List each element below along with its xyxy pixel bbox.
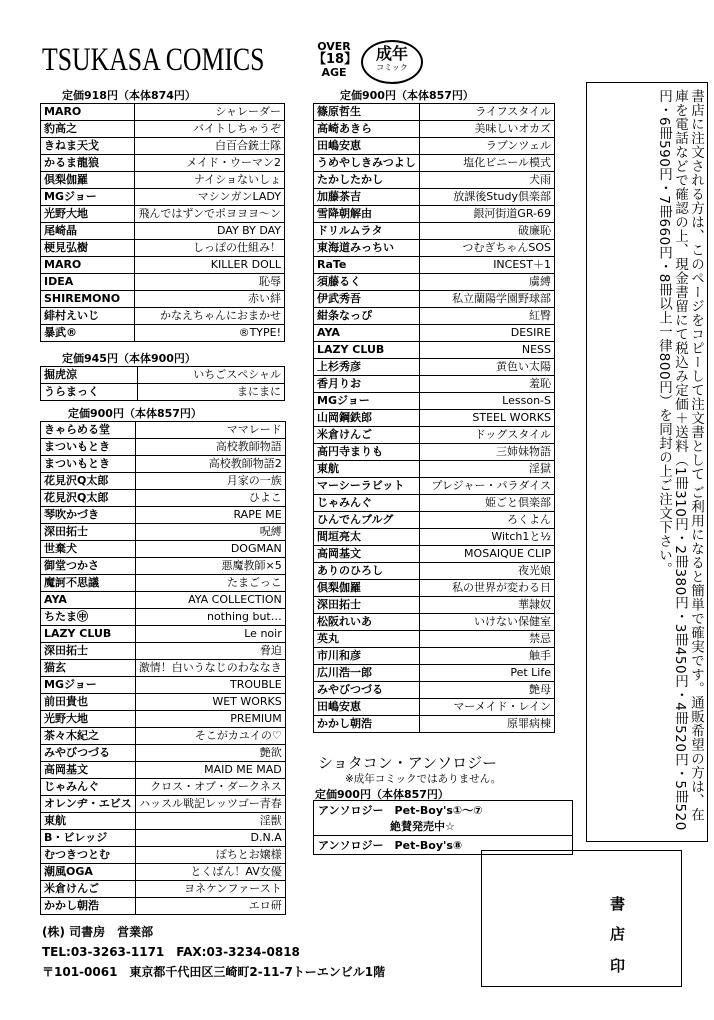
author-cell: 田嶋安恵 — [314, 699, 420, 716]
title-cell: ドッグスタイル — [419, 427, 554, 444]
book-row — [314, 427, 555, 444]
book-row — [314, 716, 555, 733]
author-cell: 雪降朝解由 — [314, 206, 420, 223]
book-row — [41, 575, 286, 592]
author-cell: 米倉けんご — [314, 427, 420, 444]
stamp-char: 店 — [610, 925, 626, 943]
book-row — [314, 597, 555, 614]
book-row — [314, 512, 555, 529]
author-cell: 米倉けんご — [41, 881, 136, 898]
book-row — [41, 206, 285, 223]
title-cell: 放課後Study倶楽部 — [419, 189, 554, 206]
author-cell: 梗見弘樹 — [41, 240, 135, 257]
book-row — [314, 138, 555, 155]
book-row — [314, 580, 555, 597]
age-label: AGE — [321, 66, 347, 79]
author-cell: LAZY CLUB — [314, 342, 420, 359]
book-row — [314, 665, 555, 682]
title-cell: かなえちゃんにおまかせ — [135, 308, 285, 325]
book-row — [41, 779, 286, 796]
title-cell: DAY BY DAY — [135, 223, 285, 240]
book-row — [314, 682, 555, 699]
title-cell: エロ研 — [135, 898, 285, 915]
book-row — [314, 104, 555, 121]
author-cell: 上杉秀彦 — [314, 359, 420, 376]
title-cell: WET WORKS — [135, 694, 285, 711]
book-row — [41, 541, 286, 558]
author-cell: 深田拓士 — [41, 524, 136, 541]
author-cell: 緋村えいじ — [41, 308, 135, 325]
book-row — [41, 847, 286, 864]
author-cell: みやびつづる — [41, 745, 136, 762]
author-cell: RaTe — [314, 257, 420, 274]
author-cell: 猫玄 — [41, 660, 136, 677]
book-row — [41, 291, 285, 308]
book-row — [41, 592, 286, 609]
title-cell: STEEL WORKS — [419, 410, 554, 427]
title-cell: 虜縛 — [419, 274, 554, 291]
author-cell: じゃみんぐ — [41, 779, 136, 796]
title-cell: 触手 — [419, 648, 554, 665]
book-row — [314, 444, 555, 461]
author-cell: B・ビレッジ — [41, 830, 136, 847]
section-price: 定価900円（本体857円） — [68, 407, 202, 420]
author-cell: 加藤茶吉 — [314, 189, 420, 206]
stamp-char: 印 — [610, 957, 626, 975]
title-cell: マシンガンLADY — [135, 189, 285, 206]
book-row — [41, 384, 285, 401]
section-price: 定価918円（本体874円） — [62, 89, 196, 102]
author-cell: 東航 — [314, 461, 420, 478]
author-cell: 豹高之 — [41, 121, 135, 138]
book-row — [41, 155, 285, 172]
publisher-name: (株) 司書房 営業部 — [42, 925, 154, 939]
book-row — [314, 478, 555, 495]
title-cell: 羞恥 — [419, 376, 554, 393]
author-cell: 倶梨伽羅 — [41, 172, 135, 189]
author-cell: 間垣亮太 — [314, 529, 420, 546]
title-cell: ®TYPE! — [135, 325, 285, 342]
title-cell: 高校教師物語 — [135, 439, 285, 456]
age-number: 【18】 — [313, 52, 358, 67]
anthology-status: 絶賛発売中☆ — [390, 820, 455, 833]
title-cell: INCEST＋1 — [419, 257, 554, 274]
book-row — [314, 206, 555, 223]
book-row — [41, 881, 286, 898]
author-cell: たかしたかし — [314, 172, 420, 189]
section-price: 定価900円（本体857円） — [340, 89, 474, 102]
title-cell: 脅迫 — [135, 643, 285, 660]
title-cell: たまごっこ — [135, 575, 285, 592]
title-cell: いけない保健室 — [419, 614, 554, 631]
author-cell: LAZY CLUB — [41, 626, 136, 643]
title-cell: Le noir — [135, 626, 285, 643]
book-row — [314, 121, 555, 138]
book-row — [314, 189, 555, 206]
book-row — [41, 308, 285, 325]
title-cell: 破廉恥 — [419, 223, 554, 240]
title-cell: 恥辱 — [135, 274, 285, 291]
book-row — [41, 813, 286, 830]
title-cell: ママレード — [135, 422, 285, 439]
author-cell: 尾崎晶 — [41, 223, 135, 240]
title-cell: ライフスタイル — [419, 104, 554, 121]
book-row — [314, 155, 555, 172]
author-cell: 田嶋安恵 — [314, 138, 420, 155]
book-row — [41, 864, 286, 881]
book-row — [314, 699, 555, 716]
book-row — [41, 274, 285, 291]
book-row — [41, 138, 285, 155]
comic-label: コミック — [376, 63, 408, 72]
book-table — [313, 103, 555, 733]
title-cell: NESS — [419, 342, 554, 359]
author-cell: ドリルムラタ — [314, 223, 420, 240]
book-row — [314, 393, 555, 410]
title-cell: シャレーダー — [135, 104, 285, 121]
title-cell: しっぽの仕組み！ — [135, 240, 285, 257]
bookstore-stamp-box — [481, 850, 682, 987]
author-cell: 光野大地 — [41, 206, 135, 223]
author-cell: MGジョー — [314, 393, 420, 410]
book-row — [314, 172, 555, 189]
title-cell: プレジャー・パラダイス — [419, 478, 554, 495]
anthology-series: アンソロジー Pet-Boy's①〜⑦ — [318, 804, 483, 817]
adult-comic-badge — [361, 40, 423, 84]
title-cell: ラブンツェル — [419, 138, 554, 155]
title-cell: 呪縛 — [135, 524, 285, 541]
author-cell: 紺条なっぴ — [314, 308, 420, 325]
author-cell: きゃらめる堂 — [41, 422, 136, 439]
title-cell: 犬雨 — [419, 172, 554, 189]
title-cell: 激情！白いうなじのわななき — [135, 660, 285, 677]
author-cell: 光野大地 — [41, 711, 136, 728]
title-cell: そこがカユイの♡ — [135, 728, 285, 745]
title-cell: 三姉妹物語 — [419, 444, 554, 461]
title-cell: ハッスル戦記レッツゴー青春 — [135, 796, 285, 813]
author-cell: 篠原哲生 — [314, 104, 420, 121]
author-cell: みやびつづる — [314, 682, 420, 699]
book-row — [41, 456, 286, 473]
title-cell: KILLER DOLL — [135, 257, 285, 274]
author-cell: 松阪れいあ — [314, 614, 420, 631]
title-cell: 華隷奴 — [419, 597, 554, 614]
title-cell: ろくよん — [419, 512, 554, 529]
book-row — [41, 422, 286, 439]
book-row — [41, 711, 286, 728]
author-cell: うらまっく — [41, 384, 138, 401]
title-cell: ヨネケンファースト — [135, 881, 285, 898]
author-cell: 高岡基文 — [41, 762, 136, 779]
author-cell: 山岡鋼鉄郎 — [314, 410, 420, 427]
author-cell: 市川和彦 — [314, 648, 420, 665]
author-cell: 東航 — [41, 813, 136, 830]
book-row — [41, 762, 286, 779]
book-row — [41, 189, 285, 206]
author-cell: 高岡基文 — [314, 546, 420, 563]
book-row — [41, 728, 286, 745]
author-cell: マーシーラビット — [314, 478, 420, 495]
title-cell: 紅臀 — [419, 308, 554, 325]
author-cell: 世棄犬 — [41, 541, 136, 558]
author-cell: 高円寺まりも — [314, 444, 420, 461]
title-cell: 禁忌 — [419, 631, 554, 648]
book-row — [41, 558, 286, 575]
book-row — [314, 325, 555, 342]
title-cell: PREMIUM — [135, 711, 285, 728]
author-cell: 香月りお — [314, 376, 420, 393]
author-cell: SHIREMONO — [41, 291, 135, 308]
title-cell: 艶母 — [419, 682, 554, 699]
title-cell: ひよこ — [135, 490, 285, 507]
title-cell: マーメイド・レイン — [419, 699, 554, 716]
book-row — [41, 796, 286, 813]
author-cell: AYA — [314, 325, 420, 342]
author-cell: 魔訶不思議 — [41, 575, 136, 592]
title-cell: AYA COLLECTION — [135, 592, 285, 609]
stamp-char: 書 — [610, 895, 626, 913]
author-cell: 茶々木紀之 — [41, 728, 136, 745]
book-row — [314, 308, 555, 325]
book-row — [314, 291, 555, 308]
title-cell: MAID ME MAD — [135, 762, 285, 779]
book-row — [314, 274, 555, 291]
author-cell: 倶梨伽羅 — [314, 580, 420, 597]
author-cell: 広川浩一郎 — [314, 665, 420, 682]
book-row — [314, 614, 555, 631]
author-cell: AYA — [41, 592, 136, 609]
book-row — [41, 660, 286, 677]
publisher-info — [42, 922, 385, 982]
title-cell: とくばん！AV女優 — [135, 864, 285, 881]
author-cell: 掘虎涼 — [41, 367, 138, 384]
book-row — [314, 563, 555, 580]
title-cell: 私立蘭陽学園野球部 — [419, 291, 554, 308]
title-cell: 飛んではずンでポヨヨヨ〜ン — [135, 206, 285, 223]
title-cell: 原罪病棟 — [419, 716, 554, 733]
title-cell: 美味しいオカズ — [419, 121, 554, 138]
title-cell: 銀河街道GR-69 — [419, 206, 554, 223]
author-cell: 琴吹かづき — [41, 507, 136, 524]
author-cell: 英丸 — [314, 631, 420, 648]
book-row — [41, 609, 286, 626]
author-cell: 前田貴也 — [41, 694, 136, 711]
title-cell: 淫獣 — [135, 813, 285, 830]
book-row — [41, 626, 286, 643]
author-cell: うめやしきみつよし — [314, 155, 420, 172]
book-row — [41, 257, 285, 274]
author-cell: きねま天戈 — [41, 138, 135, 155]
book-row — [41, 367, 285, 384]
book-row — [41, 745, 286, 762]
book-row — [41, 490, 286, 507]
title-cell: 白百合銃士隊 — [135, 138, 285, 155]
anthology-line — [314, 801, 572, 836]
title-cell: RAPE ME — [135, 507, 285, 524]
title-cell: 悪魔教師×5 — [135, 558, 285, 575]
anthology-note: ※成年コミックではありません。 — [345, 773, 502, 785]
book-row — [41, 325, 285, 342]
author-cell: 伊武秀吾 — [314, 291, 420, 308]
book-row — [314, 342, 555, 359]
book-row — [314, 461, 555, 478]
book-row — [314, 359, 555, 376]
book-row — [314, 631, 555, 648]
author-cell: MARO — [41, 104, 135, 121]
title-cell: 夜光娘 — [419, 563, 554, 580]
book-row — [41, 677, 286, 694]
book-table — [40, 421, 286, 915]
book-row — [41, 223, 285, 240]
book-table — [40, 366, 285, 401]
title-cell: つむぎちゃんSOS — [419, 240, 554, 257]
book-row — [41, 524, 286, 541]
author-cell: むつきつとむ — [41, 847, 136, 864]
author-cell: 花見沢Q太郎 — [41, 490, 136, 507]
over-label: OVER — [317, 40, 351, 53]
author-cell: 潮風OGA — [41, 864, 136, 881]
author-cell: かかし朝浩 — [314, 716, 420, 733]
book-row — [41, 439, 286, 456]
title-cell: 塩化ビニール模式 — [419, 155, 554, 172]
author-cell: 須藤るく — [314, 274, 420, 291]
title-cell: nothing but… — [135, 609, 285, 626]
book-row — [314, 495, 555, 512]
order-instructions: 書店に注文される方は、このページをコピーして注文書として ご利用になると簡単で確実です。通販希望の方は、在庫を電話などで確認の上、現金書留にて税込み定価＋送料（1冊310円・2冊380円・3冊450円・4冊520円・5冊520円・6冊590円・7冊660円・8冊以上一律800円）を同封の上ご注文下さい。 — [586, 82, 708, 842]
book-row — [314, 240, 555, 257]
publisher-phone: TEL:03-3263-1171 FAX:03-3234-0818 — [42, 945, 300, 959]
title-cell: 私の世界が変わる日 — [419, 580, 554, 597]
title-cell: まにまに — [138, 384, 285, 401]
book-row — [41, 507, 286, 524]
anthology-line: アンソロジー Pet-Boy's⑧ — [318, 839, 463, 852]
book-row — [41, 898, 286, 915]
book-row — [314, 648, 555, 665]
title-cell: DESIRE — [419, 325, 554, 342]
book-row — [41, 121, 285, 138]
title-cell: 黄色い太陽 — [419, 359, 554, 376]
title-cell: MOSAIQUE CLIP — [419, 546, 554, 563]
title-cell: メイド・ウーマン2 — [135, 155, 285, 172]
book-row — [314, 410, 555, 427]
age-mark — [313, 40, 358, 79]
book-row — [41, 694, 286, 711]
anthology-title: ショタコン・アンソロジー — [318, 754, 498, 772]
author-cell: ありのひろし — [314, 563, 420, 580]
anthology-box — [313, 800, 573, 855]
title-cell: Lesson-S — [419, 393, 554, 410]
book-row — [314, 529, 555, 546]
title-cell: ぽちとお嬢様 — [135, 847, 285, 864]
title-cell: Witch1と½ — [419, 529, 554, 546]
title-cell: TROUBLE — [135, 677, 285, 694]
author-cell: まついもとき — [41, 439, 136, 456]
title-cell: クロス・オブ・ダークネス — [135, 779, 285, 796]
title-cell: ナイショないしょ — [135, 172, 285, 189]
title-cell: 姫ごと倶楽部 — [419, 495, 554, 512]
book-row — [314, 257, 555, 274]
book-row — [41, 643, 286, 660]
book-row — [314, 376, 555, 393]
author-cell: 深田拓士 — [314, 597, 420, 614]
author-cell: MGジョー — [41, 189, 135, 206]
author-cell: かかし朝浩 — [41, 898, 136, 915]
author-cell: MARO — [41, 257, 135, 274]
author-cell: IDEA — [41, 274, 135, 291]
title-cell: 月家の一族 — [135, 473, 285, 490]
author-cell: ひんでんブルグ — [314, 512, 420, 529]
title-cell: 淫獄 — [419, 461, 554, 478]
book-row — [41, 240, 285, 257]
book-row — [41, 473, 286, 490]
author-cell: 御堂つかさ — [41, 558, 136, 575]
anthology-price: 定価900円（本体857円） — [315, 788, 449, 801]
author-cell: じゃみんぐ — [314, 495, 420, 512]
author-cell: かるま龍狼 — [41, 155, 135, 172]
book-row — [314, 223, 555, 240]
title-cell: Pet Life — [419, 665, 554, 682]
title-cell: 高校教師物語2 — [135, 456, 285, 473]
author-cell: 暴武® — [41, 325, 135, 342]
author-cell: 東海道みっちい — [314, 240, 420, 257]
author-cell: オレンヂ・エビス — [41, 796, 136, 813]
book-row — [41, 104, 285, 121]
title-cell: バイトしちゃうぞ — [135, 121, 285, 138]
book-table — [40, 103, 285, 342]
seinen-label: 成年 — [375, 44, 408, 63]
title-cell: 赤い絆 — [135, 291, 285, 308]
brand-title: TSUKASA COMICS — [42, 42, 265, 78]
publisher-address: 〒101-0061 東京都千代田区三崎町2-11-7トーエンビル1階 — [42, 965, 386, 979]
title-cell: D.N.A — [135, 830, 285, 847]
author-cell: ちたま㊥ — [41, 609, 136, 626]
title-cell: DOGMAN — [135, 541, 285, 558]
author-cell: まついもとき — [41, 456, 136, 473]
author-cell: MGジョー — [41, 677, 136, 694]
author-cell: 花見沢Q太郎 — [41, 473, 136, 490]
author-cell: 深田拓士 — [41, 643, 136, 660]
book-row — [41, 172, 285, 189]
book-row — [41, 830, 286, 847]
section-price: 定価945円（本体900円） — [62, 352, 196, 365]
title-cell: いちごスペシャル — [138, 367, 285, 384]
title-cell: 艶欲 — [135, 745, 285, 762]
author-cell: 高崎あきら — [314, 121, 420, 138]
book-row — [314, 546, 555, 563]
